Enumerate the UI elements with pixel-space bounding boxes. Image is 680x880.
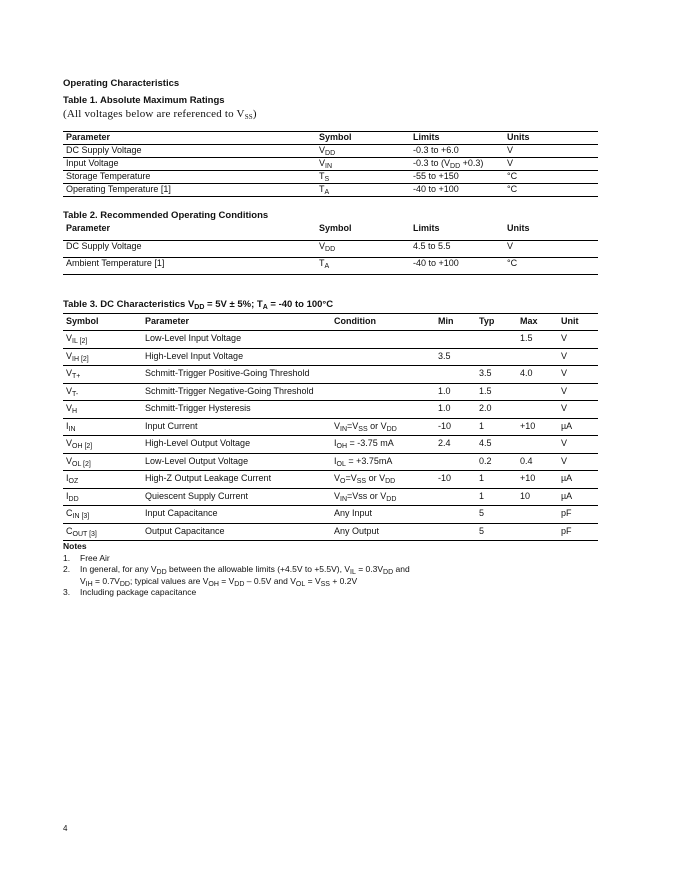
cell-units: V bbox=[504, 145, 598, 158]
cell-unit: V bbox=[558, 453, 598, 471]
table-row bbox=[63, 453, 598, 471]
header-condition: Condition bbox=[331, 314, 435, 331]
cell-max: 0.4 bbox=[517, 453, 558, 471]
table-row bbox=[63, 348, 598, 366]
cell-parameter: Low-Level Output Voltage bbox=[142, 453, 331, 471]
cell-symbol: $V_{OH [2]}$ bbox=[63, 436, 142, 454]
cell-symbol: $I_{OZ}$ bbox=[63, 471, 142, 489]
cell-symbol: $V_H$ bbox=[63, 401, 142, 419]
cell-symbol: $I_{IN}$ bbox=[63, 418, 142, 436]
cell-parameter: DC Supply Voltage bbox=[63, 145, 316, 158]
table-row bbox=[63, 158, 598, 171]
table3-title: Table 3. DC Characteristics $V_{DD} = 5V \pm 5\%$; $T_A = -40$ to 100°C bbox=[63, 299, 334, 311]
note-number bbox=[63, 576, 80, 588]
cell-symbol: $V_{IN}$ bbox=[316, 158, 410, 171]
note-number: 2. bbox=[63, 564, 71, 574]
table1-subtitle: (All voltages below are referenced to $V_{SS}$) bbox=[63, 108, 257, 121]
cell-limits: 4.5 to 5.5 bbox=[410, 240, 504, 257]
cell-unit: pF bbox=[558, 523, 598, 541]
table-row bbox=[63, 523, 598, 541]
cell-min: -10 bbox=[435, 418, 476, 436]
cell-typ: 1 bbox=[476, 418, 517, 436]
table-row bbox=[63, 488, 598, 506]
cell-typ: 1 bbox=[476, 488, 517, 506]
cell-unit: V bbox=[558, 348, 598, 366]
note-item bbox=[63, 587, 583, 599]
table-row bbox=[63, 240, 598, 257]
cell-min: 2.4 bbox=[435, 436, 476, 454]
cell-max bbox=[517, 523, 558, 541]
cell-min bbox=[435, 506, 476, 524]
cell-max: 4.0 bbox=[517, 366, 558, 384]
cell-parameter: Output Capacitance bbox=[142, 523, 331, 541]
cell-typ: 5 bbox=[476, 523, 517, 541]
cell-condition bbox=[331, 366, 435, 384]
table-row bbox=[63, 436, 598, 454]
table-row bbox=[63, 145, 598, 158]
notes-list bbox=[63, 553, 583, 599]
note-item bbox=[63, 553, 583, 565]
header-typ: Typ bbox=[476, 314, 517, 331]
dc-characteristics-table bbox=[63, 313, 598, 541]
cell-typ: 2.0 bbox=[476, 401, 517, 419]
cell-units: °C bbox=[504, 184, 598, 197]
header-unit: Unit bbox=[558, 314, 598, 331]
header-limits: Limits bbox=[410, 223, 504, 240]
cell-max: +10 bbox=[517, 471, 558, 489]
cell-condition: $I_{OL} = +3.75mA$ bbox=[331, 453, 435, 471]
cell-parameter: Storage Temperature bbox=[63, 171, 316, 184]
cell-condition: Any Input bbox=[331, 506, 435, 524]
note-text: Including package capacitance bbox=[80, 587, 197, 597]
cell-unit: pF bbox=[558, 506, 598, 524]
recommended-operating-conditions-table bbox=[63, 223, 598, 275]
cell-limits: -40 to +100 bbox=[410, 257, 504, 274]
cell-parameter: Low-Level Input Voltage bbox=[142, 331, 331, 349]
cell-condition bbox=[331, 401, 435, 419]
cell-symbol: $T_A$ bbox=[316, 184, 410, 197]
cell-typ: 1.5 bbox=[476, 383, 517, 401]
cell-limits: -55 to +150 bbox=[410, 171, 504, 184]
cell-condition: $I_{OH} = -3.75$ mA bbox=[331, 436, 435, 454]
cell-unit: V bbox=[558, 436, 598, 454]
cell-typ: 1 bbox=[476, 471, 517, 489]
note-number: 3. bbox=[63, 587, 71, 597]
cell-min bbox=[435, 366, 476, 384]
note-text: Free Air bbox=[80, 552, 110, 563]
table-row bbox=[63, 506, 598, 524]
cell-parameter: High-Z Output Leakage Current bbox=[142, 471, 331, 489]
cell-parameter: Ambient Temperature [1] bbox=[63, 257, 316, 274]
cell-typ: 3.5 bbox=[476, 366, 517, 384]
cell-typ: 5 bbox=[476, 506, 517, 524]
cell-typ bbox=[476, 331, 517, 349]
table-row bbox=[63, 171, 598, 184]
section-title: Operating Characteristics bbox=[63, 78, 180, 89]
cell-symbol: $V_{IH [2]}$ bbox=[63, 348, 142, 366]
cell-parameter: Input Voltage bbox=[63, 158, 316, 171]
note-text: $V_{IH} = 0.7V_{DD}$; typical values are $V_{OH} = V_{DD} - 0.5V$ and $V_{OL} = V_{SS} + 0.2V$ bbox=[80, 575, 358, 588]
cell-max bbox=[517, 401, 558, 419]
cell-min bbox=[435, 488, 476, 506]
cell-min bbox=[435, 523, 476, 541]
cell-min: 1.0 bbox=[435, 383, 476, 401]
cell-units: °C bbox=[504, 257, 598, 274]
table2-title: Table 2. Recommended Operating Conditions bbox=[63, 210, 269, 221]
header-min: Min bbox=[435, 314, 476, 331]
cell-symbol: $V_{DD}$ bbox=[316, 145, 410, 158]
cell-symbol: $V_{T-}$ bbox=[63, 383, 142, 401]
table-row bbox=[63, 331, 598, 349]
cell-min: -10 bbox=[435, 471, 476, 489]
table-row bbox=[63, 184, 598, 197]
cell-typ: 4.5 bbox=[476, 436, 517, 454]
cell-parameter: High-Level Output Voltage bbox=[142, 436, 331, 454]
cell-min: 3.5 bbox=[435, 348, 476, 366]
cell-parameter: DC Supply Voltage bbox=[63, 240, 316, 257]
header-limits: Limits bbox=[410, 132, 504, 145]
notes-title: Notes bbox=[63, 541, 87, 551]
cell-parameter: Quiescent Supply Current bbox=[142, 488, 331, 506]
header-units: Units bbox=[504, 132, 598, 145]
cell-max: 1.5 bbox=[517, 331, 558, 349]
cell-parameter: Schmitt-Trigger Hysteresis bbox=[142, 401, 331, 419]
table-header-row bbox=[63, 132, 598, 145]
cell-symbol: $V_{DD}$ bbox=[316, 240, 410, 257]
header-max: Max bbox=[517, 314, 558, 331]
table1-title: Table 1. Absolute Maximum Ratings bbox=[63, 95, 225, 106]
cell-unit: V bbox=[558, 331, 598, 349]
cell-unit: µA bbox=[558, 488, 598, 506]
header-parameter: Parameter bbox=[63, 132, 316, 145]
cell-max: 10 bbox=[517, 488, 558, 506]
cell-limits: -0.3 to +6.0 bbox=[410, 145, 504, 158]
table-row bbox=[63, 366, 598, 384]
cell-typ bbox=[476, 348, 517, 366]
header-units: Units bbox=[504, 223, 598, 240]
cell-symbol: $T_S$ bbox=[316, 171, 410, 184]
header-symbol: Symbol bbox=[316, 132, 410, 145]
cell-unit: V bbox=[558, 366, 598, 384]
cell-symbol: $I_{DD}$ bbox=[63, 488, 142, 506]
cell-parameter: Schmitt-Trigger Positive-Going Threshold bbox=[142, 366, 331, 384]
cell-unit: V bbox=[558, 401, 598, 419]
cell-condition: $V_{IN}=V_{SS}$ or $V_{DD}$ bbox=[331, 418, 435, 436]
cell-condition: $V_{IN}=Vss$ or $V_{DD}$ bbox=[331, 488, 435, 506]
note-item bbox=[63, 564, 583, 576]
table-row bbox=[63, 471, 598, 489]
cell-condition: Any Output bbox=[331, 523, 435, 541]
cell-units: V bbox=[504, 240, 598, 257]
cell-max bbox=[517, 506, 558, 524]
cell-parameter: Operating Temperature [1] bbox=[63, 184, 316, 197]
cell-symbol: $C_{OUT [3]}$ bbox=[63, 523, 142, 541]
header-symbol: Symbol bbox=[63, 314, 142, 331]
note-number: 1. bbox=[63, 552, 71, 563]
cell-condition bbox=[331, 383, 435, 401]
cell-condition: $V_O=V_{SS}$ or $V_{DD}$ bbox=[331, 471, 435, 489]
header-parameter: Parameter bbox=[63, 223, 316, 240]
cell-unit: V bbox=[558, 383, 598, 401]
cell-parameter: Schmitt-Trigger Negative-Going Threshold bbox=[142, 383, 331, 401]
table-header-row bbox=[63, 314, 598, 331]
cell-parameter: High-Level Input Voltage bbox=[142, 348, 331, 366]
cell-symbol: $C_{IN [3]}$ bbox=[63, 506, 142, 524]
cell-symbol: $V_{OL [2]}$ bbox=[63, 453, 142, 471]
note-item bbox=[63, 576, 583, 588]
cell-max bbox=[517, 436, 558, 454]
cell-symbol: $T_A$ bbox=[316, 257, 410, 274]
cell-max bbox=[517, 383, 558, 401]
cell-parameter: Input Capacitance bbox=[142, 506, 331, 524]
table-row bbox=[63, 401, 598, 419]
header-symbol: Symbol bbox=[316, 223, 410, 240]
cell-symbol: $V_{T+}$ bbox=[63, 366, 142, 384]
header-parameter: Parameter bbox=[142, 314, 331, 331]
cell-unit: µA bbox=[558, 418, 598, 436]
notes-section bbox=[63, 541, 583, 599]
cell-parameter: Input Current bbox=[142, 418, 331, 436]
note-text: In general, for any $V_{DD}$ between the allowable limits (+4.5V to +5.5V), $V_{IL} = 0.3V_{DD}$ and bbox=[80, 564, 410, 576]
table-row bbox=[63, 418, 598, 436]
cell-min: 1.0 bbox=[435, 401, 476, 419]
cell-max bbox=[517, 348, 558, 366]
cell-unit: µA bbox=[558, 471, 598, 489]
table-header-row bbox=[63, 223, 598, 240]
cell-units: V bbox=[504, 158, 598, 171]
cell-limits: -0.3 to $(V_{DD} +0.3)$ bbox=[410, 158, 504, 171]
cell-limits: -40 to +100 bbox=[410, 184, 504, 197]
cell-typ: 0.2 bbox=[476, 453, 517, 471]
table-row bbox=[63, 383, 598, 401]
cell-condition bbox=[331, 331, 435, 349]
cell-units: °C bbox=[504, 171, 598, 184]
cell-min bbox=[435, 331, 476, 349]
page-number: 4 bbox=[63, 824, 68, 833]
cell-symbol: $V_{IL [2]}$ bbox=[63, 331, 142, 349]
cell-max: +10 bbox=[517, 418, 558, 436]
table-row bbox=[63, 257, 598, 274]
cell-condition bbox=[331, 348, 435, 366]
absolute-maximum-ratings-table bbox=[63, 131, 598, 197]
cell-min bbox=[435, 453, 476, 471]
